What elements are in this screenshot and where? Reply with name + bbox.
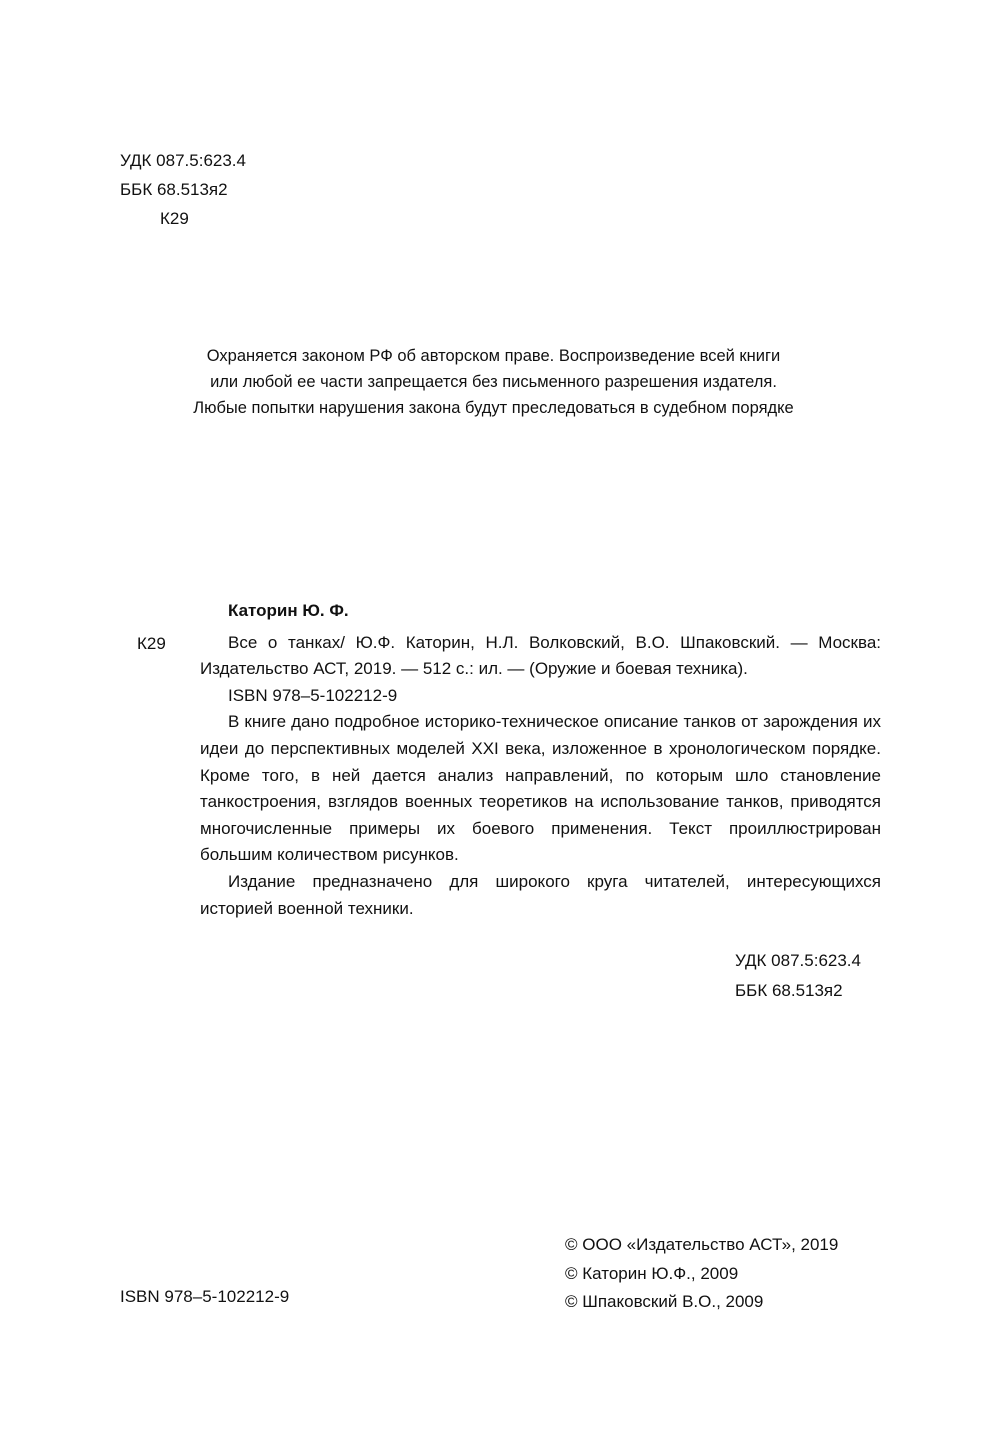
k29-margin-code: К29 [137,634,166,653]
copyright-line-publisher: © ООО «Издательство АСТ», 2019 [565,1235,839,1254]
classification-codes-right [735,946,861,1005]
udk-code-right: УДК 087.5:623.4 [735,951,861,970]
legal-notice-line-2: или любой ее части запрещается без письменного разрешения издателя. [210,373,777,391]
annotation-paragraph-2: Издание предназначено для широкого круга читателей, интересующихся историей военной техники. [200,871,881,918]
classification-codes-block [120,146,246,233]
bbk-code-top: ББК 68.513я2 [120,180,228,199]
k29-code-top: К29 [160,209,189,228]
copyright-line-katorin: © Каторин Ю.Ф., 2009 [565,1263,739,1283]
bibliographic-record [137,598,881,922]
isbn-line: ISBN 978–5-102212-9 [228,685,398,705]
copyright-legal-notice [0,343,987,421]
legal-notice-line-3: Любые попытки нарушения закона будут преследоваться в судебном порядке [193,399,794,417]
footer-isbn: ISBN 978–5-102212-9 [120,1287,290,1306]
udk-code-top: УДК 087.5:623.4 [120,151,246,170]
copyright-holders-block [565,1231,838,1317]
bbk-code-right: ББК 68.513я2 [735,980,843,1000]
annotation-paragraph-1: В книге дано подробное историко-техническое описание танков от зарождения их идеи до перспективных моделей XXI века, изложенное в хронологическом порядке. Кроме того, в ней дается анализ направлений, по которым шло становление танкостроения, взглядов военных теоретиков на использование танков, приводятся многочисленные примеры их боевого применения. Текст проиллюстрирован большим количеством рисунков. [200,712,881,865]
copyright-line-shpakovsky: © Шпаковский В.О., 2009 [565,1292,764,1311]
legal-notice-line-1: Охраняется законом РФ об авторском праве. Воспроизведение всей книги [206,347,781,365]
bibliographic-entry: Все о танках/ Ю.Ф. Каторин, Н.Л. Волковский, В.О. Шпаковский. — Москва: Издательство АСТ, 2019. — 512 с.: ил. — (Оружие и боевая техника). [200,632,881,679]
author-heading: Каторин Ю. Ф. [228,601,349,620]
